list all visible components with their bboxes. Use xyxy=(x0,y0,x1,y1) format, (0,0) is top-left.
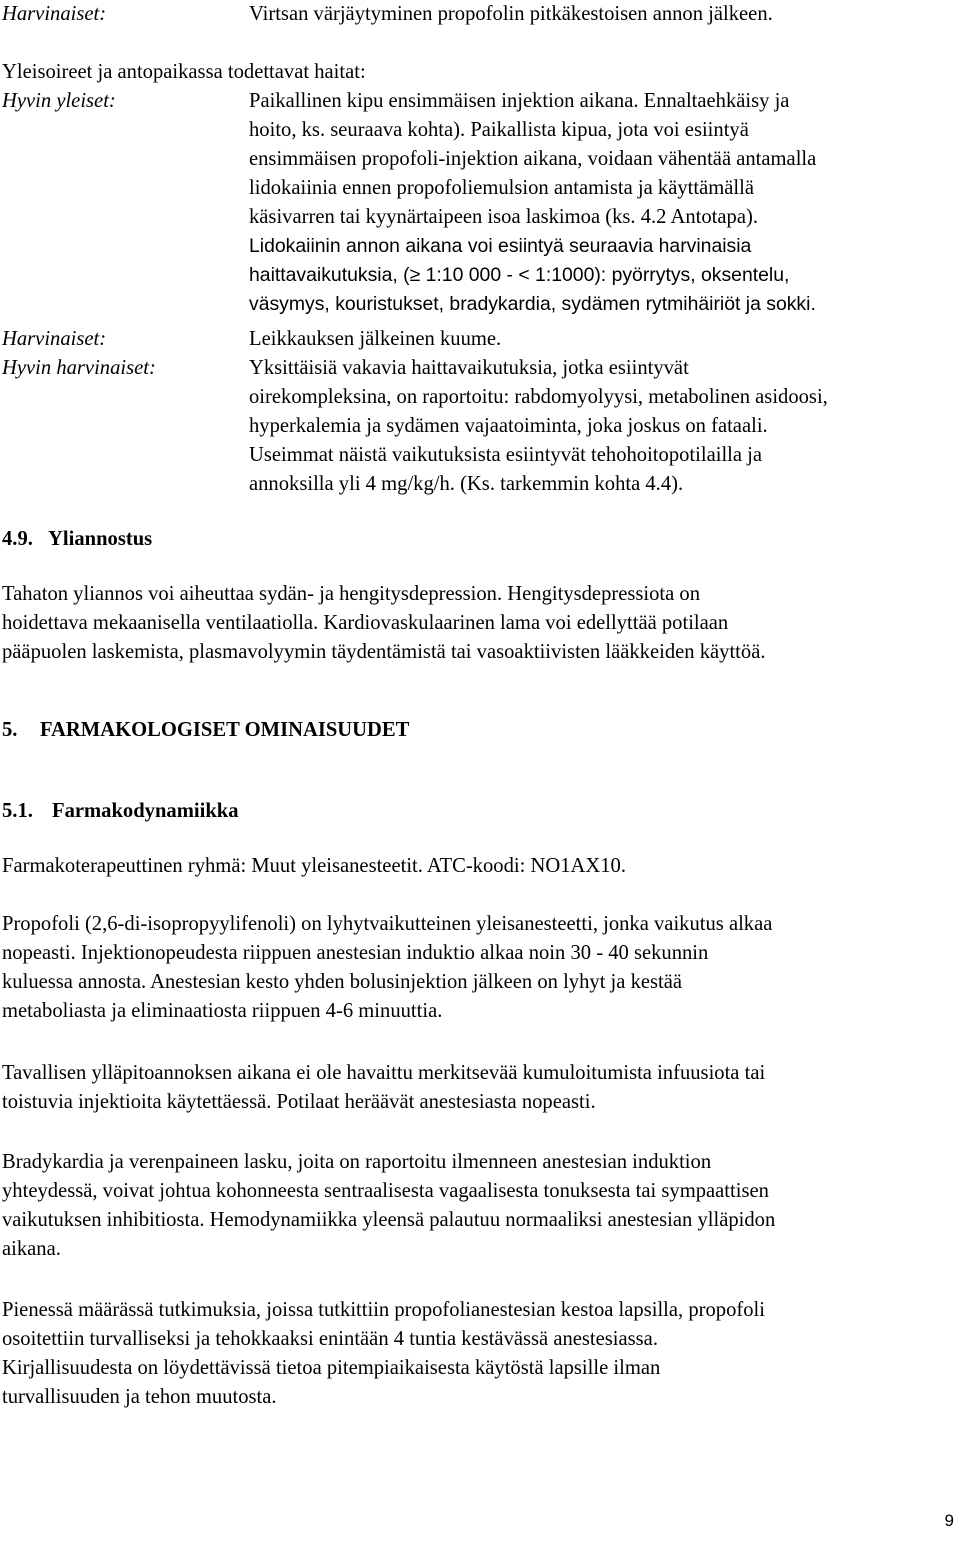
paragraph-propofol-onset xyxy=(2,910,952,1026)
section-4-9-paragraph xyxy=(2,580,952,667)
text-line: metaboliasta ja eliminaatiosta riippuen 4-6 minuuttia. xyxy=(2,1000,443,1022)
text-line: hoidettava mekaanisella ventilaatiolla. Kardiovaskulaarinen lama voi edellyttää potilaan xyxy=(2,612,729,634)
side-effects-heading: Yleisoireet ja antopaikassa todettavat haitat: xyxy=(2,61,366,83)
section-title: FARMAKOLOGISET OMINAISUUDET xyxy=(40,719,410,741)
section-title: Farmakodynamiikka xyxy=(52,800,239,822)
frequency-label: Hyvin harvinaiset: xyxy=(2,357,156,379)
text-line: Farmakoterapeuttinen ryhmä: Muut yleisanesteetit. ATC-koodi: NO1AX10. xyxy=(2,855,626,877)
text-line: Pienessä määrässä tutkimuksia, joissa tutkittiin propofolianestesian kestoa lapsilla, propofoli xyxy=(2,1299,765,1321)
text-line: Kirjallisuudesta on löydettävissä tietoa pitempiaikaisesta käytöstä lapsille ilman xyxy=(2,1357,661,1379)
text-line: aikana. xyxy=(2,1238,61,1260)
side-effects-heading-row xyxy=(0,58,960,87)
text-line: annoksilla yli 4 mg/kg/h. (Ks. tarkemmin kohta 4.4). xyxy=(249,473,684,495)
section-number: 4.9. xyxy=(2,528,33,550)
text-line: kuluessa annosta. Anestesian kesto yhden bolusinjektion jälkeen on lyhyt ja kestää xyxy=(2,971,683,993)
text-line: käsivarren tai kyynärtaipeen isoa laskimoa (ks. 4.2 Antotapa). xyxy=(249,206,758,228)
text-line: hyperkalemia ja sydämen vajaatoiminta, joka joskus on fataali. xyxy=(249,415,768,437)
text-line: yhteydessä, voivat johtua kohonneesta sentraalisesta vagaalisesta tonuksesta tai sympaattisen xyxy=(2,1180,769,1202)
section-heading-4-9 xyxy=(2,525,152,554)
text-line: pääpuolen laskemista, plasmavolyymin täydentämistä tai vasoaktiivisten lääkkeiden käyttöä. xyxy=(2,641,766,663)
text-line: Tavallisen ylläpitoannoksen aikana ei ole havaittu merkitsevää kumuloitumista infuusiota tai xyxy=(2,1062,766,1084)
paragraph-atc xyxy=(2,852,952,881)
side-effect-row-rare-urine xyxy=(0,0,960,29)
text-line: haittavaikutuksia, (≥ 1:10 000 - < 1:1000): pyörrytys, oksentelu, xyxy=(249,264,790,286)
side-effect-rare xyxy=(0,325,960,354)
frequency-label: Harvinaiset: xyxy=(2,328,107,350)
text-line: nopeasti. Injektionopeudesta riippuen anestesian induktio alkaa noin 30 - 40 sekunnin xyxy=(2,942,709,964)
section-number: 5. xyxy=(2,719,18,741)
text-line: väsymys, kouristukset, bradykardia, sydämen rytmihäiriöt ja sokki. xyxy=(249,293,816,315)
text-line: toistuvia injektioita käytettäessä. Potilaat heräävät anestesiasta nopeasti. xyxy=(2,1091,596,1113)
side-effect-text: Virtsan värjäytyminen propofolin pitkäkestoisen annon jälkeen. xyxy=(249,3,773,25)
page-number: 9 xyxy=(944,1511,954,1530)
paragraph-maintenance xyxy=(2,1059,952,1117)
text-line: Lidokaiinin annon aikana voi esiintyä seuraavia harvinaisia xyxy=(249,235,752,257)
text-line: osoitettiin turvalliseksi ja tehokkaaksi enintään 4 tuntia kestävässä anestesiassa. xyxy=(2,1328,658,1350)
frequency-label: Hyvin yleiset: xyxy=(2,90,116,112)
text-line: Tahaton yliannos voi aiheuttaa sydän- ja hengitysdepression. Hengitysdepressiota on xyxy=(2,583,701,605)
text-line: Useimmat näistä vaikutuksista esiintyvät tehohoitopotilailla ja xyxy=(249,444,763,466)
text-line: Paikallinen kipu ensimmäisen injektion aikana. Ennaltaehkäisy ja xyxy=(249,90,790,112)
text-line: turvallisuuden ja tehon muutosta. xyxy=(2,1386,277,1408)
text-line: hoito, ks. seuraava kohta). Paikallista kipua, jota voi esiintyä xyxy=(249,119,749,141)
section-title: Yliannostus xyxy=(48,528,153,550)
paragraph-bradycardia xyxy=(2,1148,952,1264)
text-line: Bradykardia ja verenpaineen lasku, joita on raportoitu ilmenneen anestesian induktion xyxy=(2,1151,712,1173)
text-line: Yksittäisiä vakavia haittavaikutuksia, jotka esiintyvät xyxy=(249,357,689,379)
section-heading-5 xyxy=(2,716,409,745)
text-line: oirekompleksina, on raportoitu: rabdomyolyysi, metabolinen asidoosi, xyxy=(249,386,828,408)
text-line: vaikutuksen inhibitiosta. Hemodynamiikka yleensä palautuu normaaliksi anestesian ylläpidon xyxy=(2,1209,776,1231)
text-line: lidokaiinia ennen propofoliemulsion antamista ja käyttämällä xyxy=(249,177,754,199)
frequency-label: Harvinaiset: xyxy=(2,3,107,25)
paragraph-children xyxy=(2,1296,952,1412)
text-line: Propofoli (2,6-di-isopropyylifenoli) on lyhytvaikutteinen yleisanesteetti, jonka vaikutus alkaa xyxy=(2,913,773,935)
text-line: ensimmäisen propofoli-injektion aikana, voidaan vähentää antamalla xyxy=(249,148,817,170)
side-effect-text: Leikkauksen jälkeinen kuume. xyxy=(249,328,502,350)
section-number: 5.1. xyxy=(2,800,33,822)
section-heading-5-1 xyxy=(2,797,239,826)
